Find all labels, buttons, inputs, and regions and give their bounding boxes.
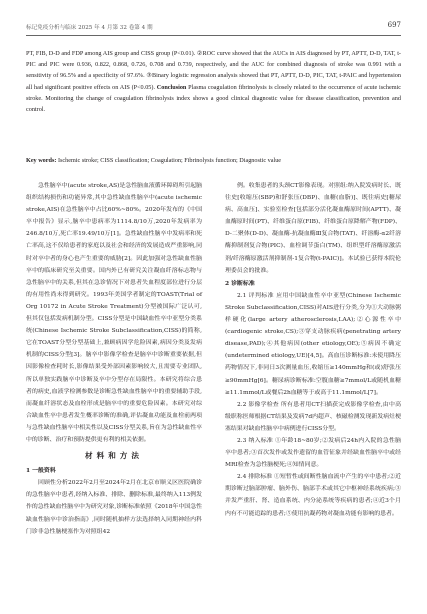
header-rule bbox=[26, 35, 401, 36]
conclusion-label: Conclusion bbox=[156, 83, 187, 91]
page-number: 697 bbox=[387, 21, 401, 29]
intro-paragraph: 急性脑卒中(acute stroke,AS)是急性脑血液循环障碍所引起脑组织结构损伤和功能异常,其中急性缺血性脑卒中(acute ischemic stroke,AIS)在急性脑卒中占比60%~80%。2020年发布的《中国卒中报告》显示,脑卒中患病率为1114.8/10万,2020年发病率为246.8/10万,死亡率19.49/10万[1]。急性缺血性脑卒中发病率和死亡率高,这不仅给患者的家庭以及社会和经济的发展造成严重影响,同时对卒中者的身心也产生重要的威胁[2]。因此加强对急性缺血性脑卒中的临床研究至关重要。国内外已有研究关注凝血纤溶标志物与急性脑卒中的关系,但其在急诊情况下对患者失血程度部位进行分层的有用性尚未得到研究。1993年美国学者制定的TOAST(Trial of Org 10172 in Acute Stroke Treatment)分型被国际广泛认可,但其仅包括发病机制分型。CISS分型是中国缺血性卒中亚型分类系统(Chinese Ischemic Stroke Subclassification,CISS)的简称,它在TOAST分型分型基础上,兼顾病因学危险因素,病因分类及发病机制的CISS分型[3]。脑卒中影像学检查是脑卒中诊断重要依据,但因影像检查耗时长,影像结果受外部因素影响较大,且需要专业团队,所以单独实践脑卒中诊断及卒中分型存在局限性。本研究将综合患者的病史,血液学检测参数是诊断急性缺血性脑卒中的重要辅助手段,而凝血纤溶状态及血栓形成是脑卒中的重要危险因素。本研究对综合缺血性卒中患者发生概率诊断的准确,评估凝血功能及血栓前两项与急性缺血性脑卒中相关性以及CISS分型关系,旨在为急性缺血性卒中的诊断、治疗和预防提供更有利的相关依据。 bbox=[26, 183, 202, 443]
data-collection-paragraph: 例。收集患者的头颈CT影像表现。对照组:纳入院发病时长、既往史[收缩压(SBP)和舒张压(DBP)、血糖(血脂)]、既往病史[糖尿病、高血压]、实验室检查[包括部分活化凝血酶原时间(APTT)、凝血酶原时间(PT)、纤维蛋白原(FIB)、纤维蛋白原降解产物(FDP)、D-二聚体(D-D)、凝血酶-抗凝血酶Ⅲ复合物(TAT)、纤溶酶-α2纤溶酶抑制剂复合物(PIC)、血栓调节蛋白(TM)、组织型纤溶酶原激活剂/纤溶酶原激活剂抑制剂-1复合物(t-PAIC)]。本试验已获得本院伦理委员会的批准。 bbox=[225, 183, 401, 274]
running-header bbox=[26, 21, 401, 35]
right-column bbox=[225, 180, 401, 520]
section-title-methods: 材料和方法 bbox=[85, 451, 143, 461]
imaging-paragraph: 2.2 影像学检查 所有患者用CT扫描获完成影像学检查,由中高级职称医师根据CT结果及发病7d内超声、核磁检测发现新发病灶梗塞结果对缺血性脑卒中病例进行CISS分型。 bbox=[225, 401, 401, 432]
subheading-diagnostic-criteria: 2 诊断标准 bbox=[225, 279, 255, 287]
general-data-paragraph: 回顾性分析2022年2月至2024年2月在北京市顺义区医院确诊的急性脑卒中患者,经纳入标准、排除、删除标准,最终纳入113例发作的急性缺血性脑卒中为研究对象,诊断标准依照《2018年中国急性缺血性脑卒中诊治指南》,同时随机抽样方法选择纳入同期神经内科门诊非急性脑梗塞作为对照组42 bbox=[26, 480, 202, 535]
subheading-general-data: 1 一般资料 bbox=[26, 467, 56, 475]
keywords-text: Ischemic stroke; CISS classification; Coagulation; Fibrinolysis function; Diagnostic value bbox=[57, 157, 282, 164]
abstract-results: PT, FIB, D-D and FDP among AIS group and CISS group (P<0.01). ②ROC curve showed that the AUCs in AIS diagnosed by PT, APTT, D-D, TAT, t-PIC and PIC were 0.936, 0.822, 0.868, 0.726, 0.708 and 0.739, respectively, and the AUC for combined diagnosis of stroke was 0.991 with a sensitivity of 96.5% and a specificity of 97.6%. ③Binary logistic regression analysis showed that PT, APTT, D-D, PIC, TAT, t-PAIC and hypertension all had significant positive effects on AIS (P<0.05). bbox=[26, 50, 401, 91]
left-column bbox=[26, 180, 202, 538]
evaluation-criteria-paragraph: 2.1 评判标准 应用中国缺血性卒中亚型(Chinese Ischemic Stroke Subclassification,CISS)对AIS进行分类,分为①大动脉粥样硬化(large artery atherosclerosis,LAA);②心源性卒中(cardiogenic stroke,CS);③穿支动脉疾病(penetrating artery disease,PAD);④其他病因(other etiology,OE);⑤病因不确定(undetermined etiology,UE)[4,5]。高血压诊断标准:未使用降压药物情况下,非同日3次测量血压,收缩压≥140mmHg和(或)舒张压≥90mmHg[6]。糖尿病诊断标准:空腹血糖≥7mmol/L或随机血糖≥11.1mmol/L或餐后2h血糖等于或高于11.1mmol/L[7]。 bbox=[225, 292, 401, 396]
abstract-conclusion: Plasma coagulation fibrinolysis is closely related to the occurrence of acute ischemic stroke. Monitoring the change of coagulation fibrinolysis index shows a good clinical diagnostic value for disease classification, prevention and control. bbox=[26, 83, 402, 114]
exclusion-criteria-paragraph: 2.4 排除标准 ①短暂性或间断性脑血流中产生的卒中患者;②近期诊断过脑部肿瘤、脑外伤、脑部手术或其它中枢神经系统疾病;③并发严重肝、肾、造血系统、内分泌系统等疾病的患者;④近3个月内有不可能追踪的患者;⑤使用抗凝药物对凝血功能有影响的患者。 bbox=[225, 474, 401, 517]
journal-citation: 标记免疫分析与临床 2025 年 4 月第 32 卷第 4 期 bbox=[26, 25, 153, 31]
keywords: Key words: Ischemic stroke; CISS classification; Coagulation; Fibrinolysis function; Diagnostic value bbox=[26, 157, 282, 164]
keywords-label: Key words bbox=[26, 157, 55, 164]
inclusion-criteria-paragraph: 2.3 纳入标准 ①年龄18~80岁;②发病后24h内入院的急性脑卒中患者;③首次发作或发作遗留的血管征象并经缺血性脑卒中或经MRI检查为急性脑梗死;④知情同意。 bbox=[225, 437, 401, 469]
english-abstract bbox=[26, 48, 401, 115]
